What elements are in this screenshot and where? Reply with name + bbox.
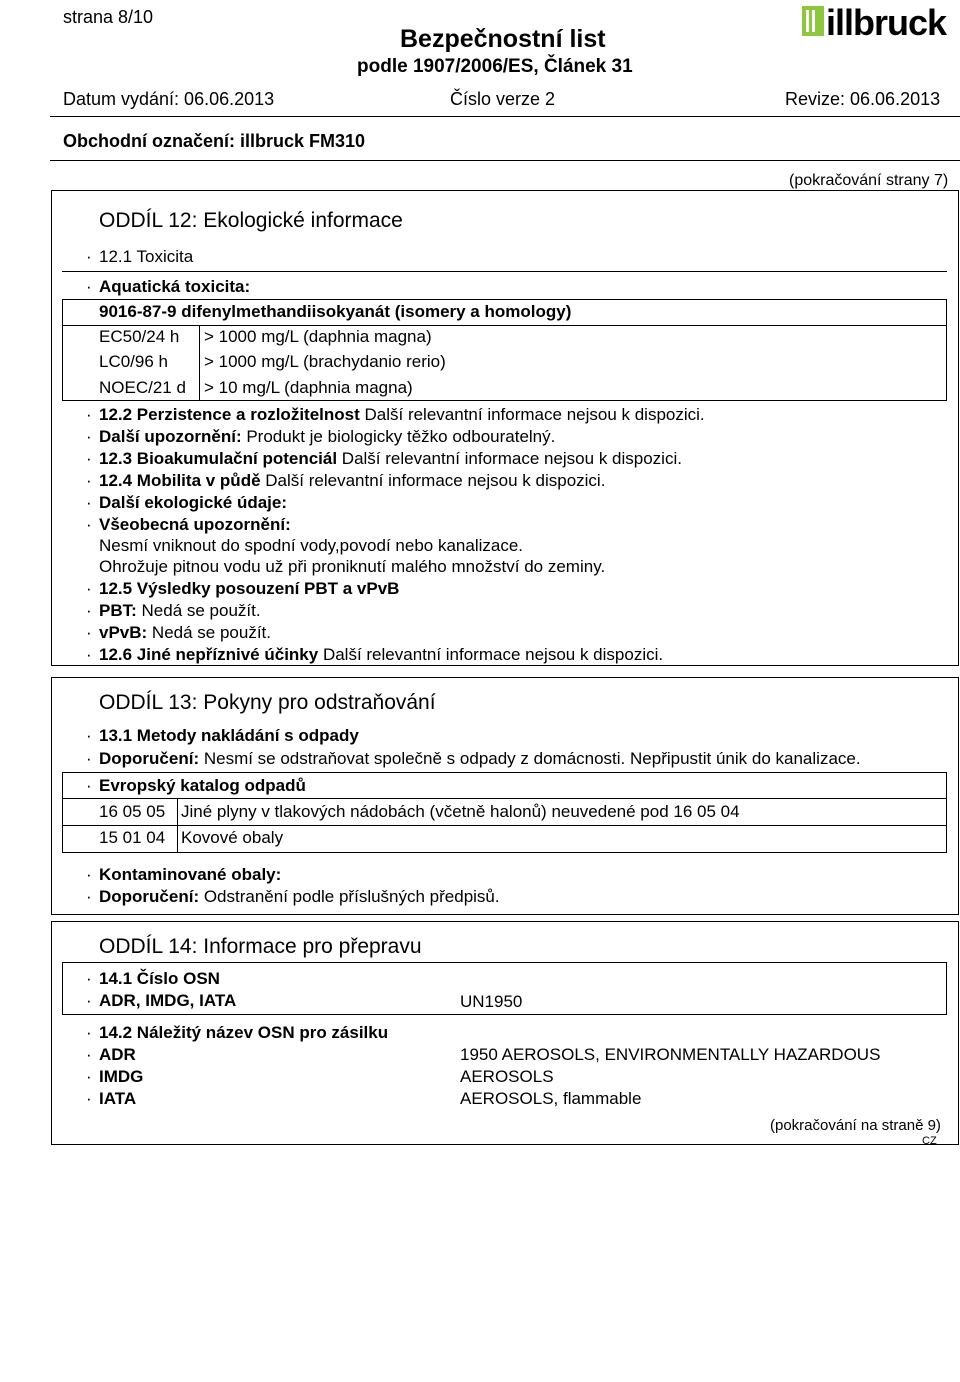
transport-modes-label: ADR, IMDG, IATA: [99, 991, 237, 1010]
other-effects-line: 12.6 Jiné nepříznivé účinky Další relevantní informace nejsou k dispozici.: [99, 645, 664, 664]
waste-desc-2: Kovové obaly: [181, 828, 284, 847]
continued-on: (pokračování na straně 9): [770, 1117, 941, 1134]
imdg-value: AEROSOLS: [460, 1067, 554, 1086]
waste-methods-heading: 13.1 Metody nakládání s odpady: [99, 726, 359, 745]
section-13-title: ODDÍL 13: Pokyny pro odstraňování: [99, 691, 436, 714]
header-divider: [50, 116, 960, 117]
issue-date: Datum vydání: 06.06.2013: [63, 89, 275, 109]
continued-from: (pokračování strany 7): [789, 172, 949, 189]
soil-mobility-line: 12.4 Mobilita v půdě Další relevantní informace nejsou k dispozici.: [99, 471, 606, 490]
recommendation-line: Doporučení: Nesmí se odstraňovat společně s odpady z domácnosti. Nepřipustit únik do kanalizace.: [99, 749, 861, 768]
waste-code-2: 15 01 04: [99, 828, 166, 847]
iata-value: AEROSOLS, flammable: [460, 1089, 642, 1108]
tox-label-1: EC50/24 h: [99, 327, 180, 346]
section-14: ODDÍL 14: Informace pro přepravu · 14.1 Číslo OSN · ADR, IMDG, IATA UN1950 · 14.2 Náležitý název OSN pro zásilku · ADR 1950 AEROSOLS, ENVIRONMENTALLY HAZARDOUS · IMDG AEROSOLS · IATA AEROSOLS, flammable (pokračování na straně 9) CZ: [51, 921, 959, 1145]
section-13: ODDÍL 13: Pokyny pro odstraňování · 13.1 Metody nakládání s odpady · Doporučení: Nesmí se odstraňovat společně s odpady z domácnosti. Nepřipustit únik do kanalizace. · Evropský katalog odpadů 16 05 05 Jiné plyny v tlakových nádobách (včetně halonů) neuvedené pod 16 05 04 15 01 04 Kovové obaly · Kontaminované obaly: · Doporučení: Odstranění podle příslušných předpisů.: [51, 677, 959, 915]
section-14-title: ODDÍL 14: Informace pro přepravu: [99, 935, 422, 958]
version-number: Číslo verze 2: [450, 89, 556, 109]
tox-value-3: > 10 mg/L (daphnia magna): [204, 378, 413, 397]
section-12: ODDÍL 12: Ekologické informace · 12.1 Toxicita · Aquatická toxicita: 9016-87-9 difenylmethandiisokyanát (isomery a homology) EC50/24 h > 1000 mg/L (daphnia magna) LC0/96 h > 1000 mg/L (brachydanio rerio) NOEC/21 d > 10 mg/L (daphnia magna) · 12.2 Perzistence a rozložitelnost Další relevantní informace nejsou k dispozici. · Další upozornění: Produkt je biologicky těžko odbouratelný. · 12.3 Bioakumulační potenciál Další relevantní informace nejsou k dispozici. · 12.4 Mobilita v půdě Další relevantní informace nejsou k dispozici. · Další ekologické údaje: · Všeobecná upozornění: Nesmí vniknout do spodní vody,povodí nebo kanalizace. Ohrožuje pitnou vodu už při proniknutí malého množství do zeminy. · 12.5 Výsledky posouzení PBT a vPvB · PBT: Nedá se použít. · vPvB: Nedá se použít. · 12.6 Jiné nepříznivé účinky Další relevantní informace nejsou k dispozici.: [51, 190, 959, 666]
shipping-name-heading: 14.2 Náležitý název OSN pro zásilku: [99, 1023, 389, 1042]
language-code: CZ: [922, 1135, 937, 1147]
illbruck-logo: [802, 4, 960, 42]
general-note-2: Ohrožuje pitnou vodu už při proniknutí malého množství do zeminy.: [99, 557, 606, 576]
imdg-label: IMDG: [99, 1067, 144, 1086]
page-number: strana 8/10: [63, 7, 154, 27]
logo-text: illbruck: [826, 2, 947, 43]
tox-label-2: LC0/96 h: [99, 352, 168, 371]
general-note-1: Nesmí vniknout do spodní vody,povodí nebo kanalizace.: [99, 536, 524, 555]
tox-value-1: > 1000 mg/L (daphnia magna): [204, 327, 432, 346]
contaminated-packaging-heading: Kontaminované obaly:: [99, 865, 282, 884]
tox-label-3: NOEC/21 d: [99, 378, 186, 397]
un-number-value: UN1950: [460, 992, 523, 1011]
bioaccumulation-line: 12.3 Bioakumulační potenciál Další relevantní informace nejsou k dispozici.: [99, 449, 682, 468]
persistence-line: 12.2 Perzistence a rozložitelnost Další relevantní informace nejsou k dispozici.: [99, 405, 705, 424]
general-notes-heading: Všeobecná upozornění:: [99, 515, 291, 534]
revision-date: Revize: 06.06.2013: [785, 89, 941, 109]
aquatic-toxicity-heading: Aquatická toxicita:: [99, 277, 251, 296]
adr-label: ADR: [99, 1045, 136, 1064]
waste-code-1: 16 05 05: [99, 802, 166, 821]
other-eco-data-heading: Další ekologické údaje:: [99, 493, 288, 512]
vpvb-line: vPvB: Nedá se použít.: [99, 623, 271, 642]
trade-name-divider: [50, 160, 960, 161]
iata-label: IATA: [99, 1089, 137, 1108]
trade-name: Obchodní označení: illbruck FM310: [63, 131, 366, 151]
pbt-assessment-heading: 12.5 Výsledky posouzení PBT a vPvB: [99, 579, 400, 598]
packaging-recommendation-line: Doporučení: Odstranění podle příslušných předpisů.: [99, 887, 500, 906]
further-notes-line: Další upozornění: Produkt je biologicky těžko odbouratelný.: [99, 427, 556, 446]
pbt-line: PBT: Nedá se použít.: [99, 601, 261, 620]
section-12-title: ODDÍL 12: Ekologické informace: [99, 209, 403, 232]
tox-value-2: > 1000 mg/L (brachydanio rerio): [204, 352, 446, 371]
toxicity-heading: 12.1 Toxicita: [99, 247, 194, 266]
document-title: Bezpečnostní list: [400, 25, 606, 53]
adr-value: 1950 AEROSOLS, ENVIRONMENTALLY HAZARDOUS: [460, 1045, 881, 1064]
waste-desc-1: Jiné plyny v tlakových nádobách (včetně halonů) neuvedené pod 16 05 04: [181, 802, 740, 821]
un-number-heading: 14.1 Číslo OSN: [99, 969, 220, 988]
document-subtitle: podle 1907/2006/ES, Článek 31: [357, 56, 633, 77]
substance-name: 9016-87-9 difenylmethandiisokyanát (isomery a homology): [99, 302, 572, 321]
waste-catalog-heading: Evropský katalog odpadů: [99, 776, 306, 795]
